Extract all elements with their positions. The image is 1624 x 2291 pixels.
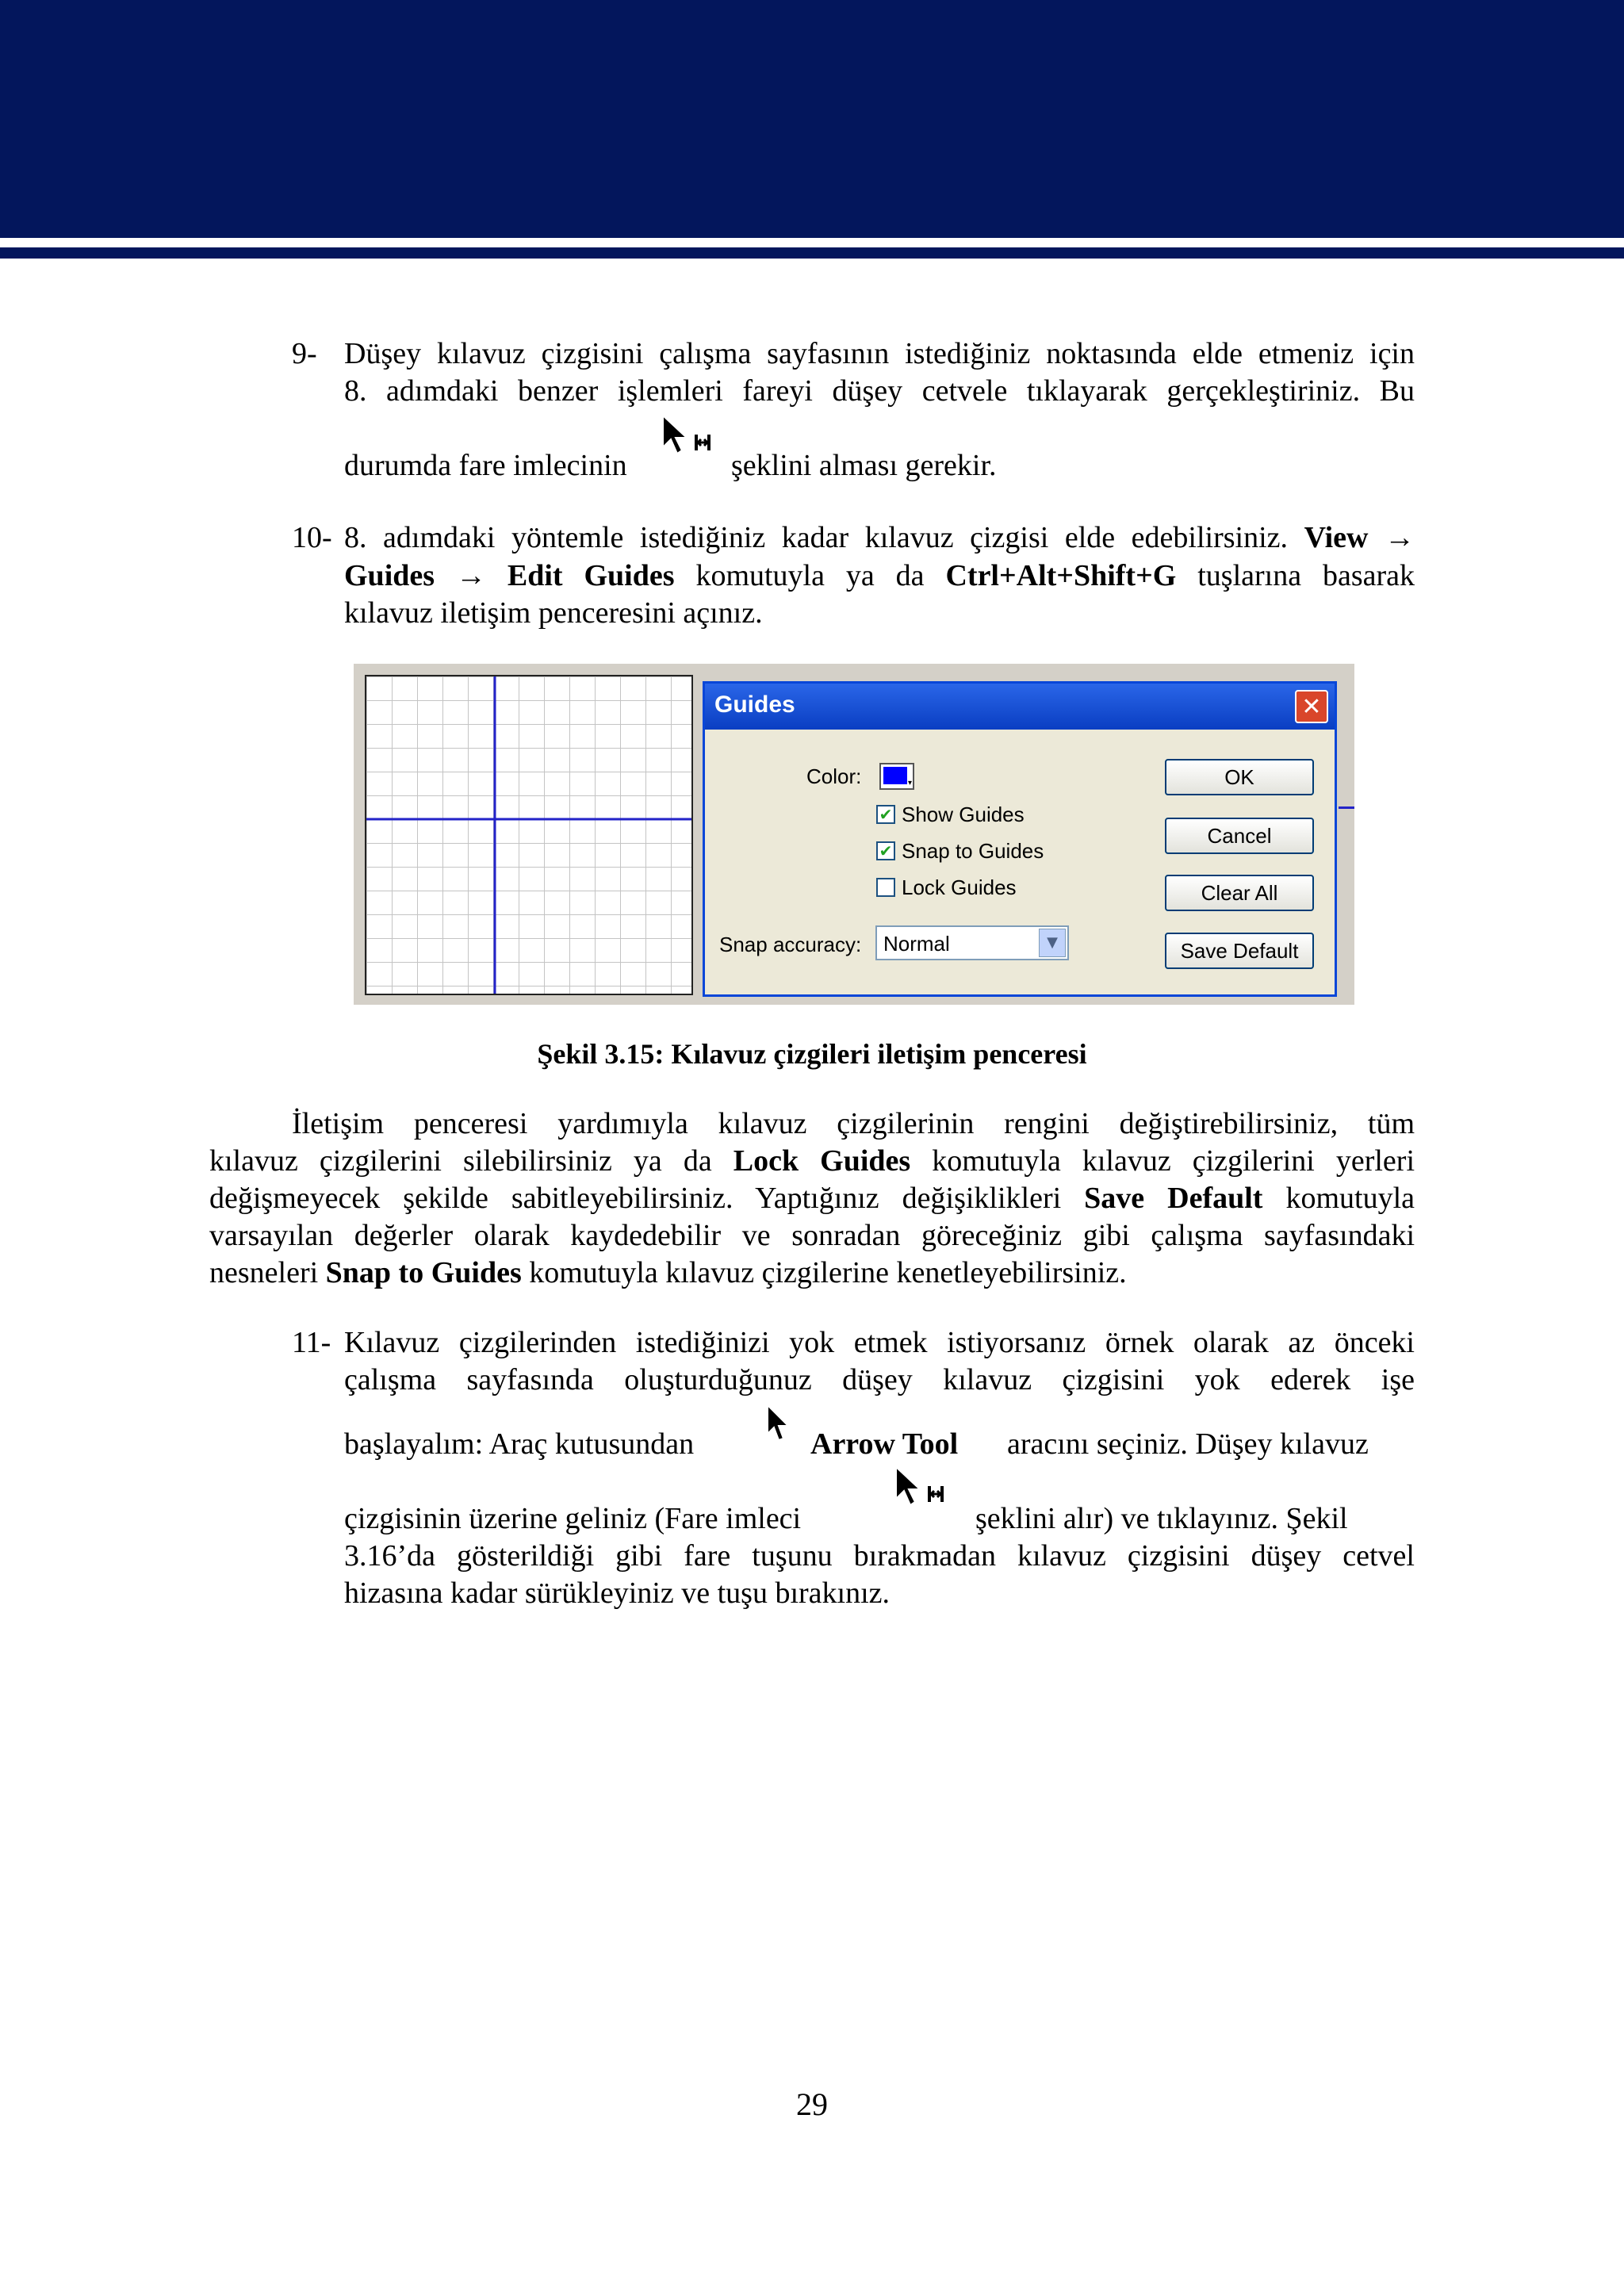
view-menu-path: View → [1304,521,1415,554]
step-11-line-3c: aracını seçiniz. Düşey kılavuz [1007,1427,1369,1461]
color-swatch-fill [883,767,907,784]
step-11-line-3a: başlayalım: Araç kutusundan [344,1427,695,1461]
snap-accuracy-label: Snap accuracy: [719,933,862,956]
close-icon[interactable]: ✕ [1295,690,1328,723]
step-11-line-4b: şeklini alır) ve tıklayınız. Şekil [975,1502,1348,1535]
paragraph-line-5 [209,1255,1127,1292]
show-guides-label: Show Guides [902,803,1025,826]
page-number: 29 [796,2086,828,2122]
paragraph-line-5c: komutuyla kılavuz çizgilerine kenetleyebilirsiniz. [529,1256,1127,1289]
guide-move-cursor-icon [660,412,717,476]
snap-accuracy-value: Normal [883,932,950,956]
step-9-line-2: 8. adımdaki benzer işlemleri fareyi düşey cetvele tıklayarak gerçekleştiriniz. Bu [344,374,1415,408]
step-9-line-1: Düşey kılavuz çizgisini çalışma sayfasının istediğiniz noktasında elde etmeniz için [344,337,1415,370]
snap-to-guides-checkbox[interactable]: ✔ [876,841,895,860]
figure-caption: Şekil 3.15: Kılavuz çizgileri iletişim penceresi [537,1038,1087,1070]
color-label: Color: [806,764,862,788]
dropdown-arrow-icon: ▾ [907,779,912,787]
chevron-down-icon[interactable]: ▼ [1039,929,1066,957]
edit-guides-menu-path: Guides → Edit Guides [344,559,675,592]
step-11-number: 11- [292,1326,331,1359]
lock-guides-label: Lock Guides [902,875,1017,899]
lock-guides-checkbox[interactable] [876,878,895,897]
save-default-button[interactable]: Save Default [1165,933,1314,969]
grid-svg [366,676,691,994]
paragraph-line-2c: komutuyla kılavuz çizgilerini yerleri [932,1144,1415,1178]
step-10-number: 10- [292,521,332,554]
save-default-term: Save Default [1084,1182,1263,1215]
guides-dialog [703,681,1337,997]
step-10-line-1a: 8. adımdaki yöntemle istediğiniz kadar kılavuz çizgisi elde edebilirsiniz. [344,521,1289,554]
header-rule-lower [0,247,1624,259]
paragraph-line-3 [209,1180,1415,1217]
step-9-line-3b: şeklini alması gerekir. [731,449,997,482]
step-10-line-2d: tuşlarına basarak [1197,559,1415,592]
header-rule [0,238,1624,247]
clear-all-button[interactable]: Clear All [1165,875,1314,911]
header-band [0,0,1624,238]
figure-guides-dialog [354,664,1354,1005]
cancel-button[interactable]: Cancel [1165,818,1314,854]
step-10-line-2b: komutuyla ya da [695,559,925,592]
snap-accuracy-select[interactable] [875,925,1069,960]
arrow-tool-term: Arrow Tool [810,1427,959,1461]
paragraph-line-2a: kılavuz çizgilerini silebilirsiniz ya da [209,1144,712,1178]
step-9-number: 9- [292,337,317,370]
guide-line-extension [1339,806,1354,809]
dialog-titlebar [705,684,1335,730]
step-11-line-6: hizasına kadar sürükleyiniz ve tuşu bırakınız. [344,1576,891,1610]
ok-button[interactable]: OK [1165,759,1314,795]
arrow-tool-icon [764,1402,796,1450]
snap-to-guides-term: Snap to Guides [325,1256,522,1289]
paragraph-line-3c: komutuyla [1285,1182,1415,1215]
step-10-line-1 [344,519,1415,557]
step-10-line-2 [344,557,1415,595]
color-picker[interactable] [879,763,914,790]
paragraph-line-2 [209,1143,1415,1180]
paragraph-line-3a: değişmeyecek şekilde sabitleyebilirsiniz. Yaptığınız değişiklikleri [209,1182,1062,1215]
step-11-line-1: Kılavuz çizgilerinden istediğinizi yok etmek istiyorsanız örnek olarak az önceki [344,1326,1415,1359]
step-11-line-5: 3.16’da gösterildiği gibi fare tuşunu bırakmadan kılavuz çizgisini düşey cetvel [344,1539,1415,1573]
step-9-line-3a: durumda fare imlecinin [344,449,627,482]
paragraph-line-1: İletişim penceresi yardımıyla kılavuz çizgilerinin rengini değiştirebilirsiniz, tüm [292,1107,1415,1140]
step-11-line-4a: çizgisinin üzerine geliniz (Fare imleci [344,1502,802,1535]
guides-grid-preview [365,675,693,995]
guide-move-cursor-icon-2 [893,1464,950,1527]
paragraph-line-5a: nesneleri [209,1256,319,1289]
step-10-line-3: kılavuz iletişim penceresini açınız. [344,596,763,630]
step-11-line-2: çalışma sayfasında oluşturduğunuz düşey kılavuz çizgisini yok ederek işe [344,1363,1415,1396]
dialog-title: Guides [714,692,795,718]
shortcut-keys: Ctrl+Alt+Shift+G [945,559,1177,592]
show-guides-checkbox[interactable]: ✔ [876,805,895,824]
lock-guides-term: Lock Guides [733,1144,911,1178]
snap-to-guides-label: Snap to Guides [902,839,1044,863]
paragraph-line-4: varsayılan değerler olarak kaydedebilir ve sonradan göreceğiniz gibi çalışma sayfasındaki [209,1219,1415,1252]
